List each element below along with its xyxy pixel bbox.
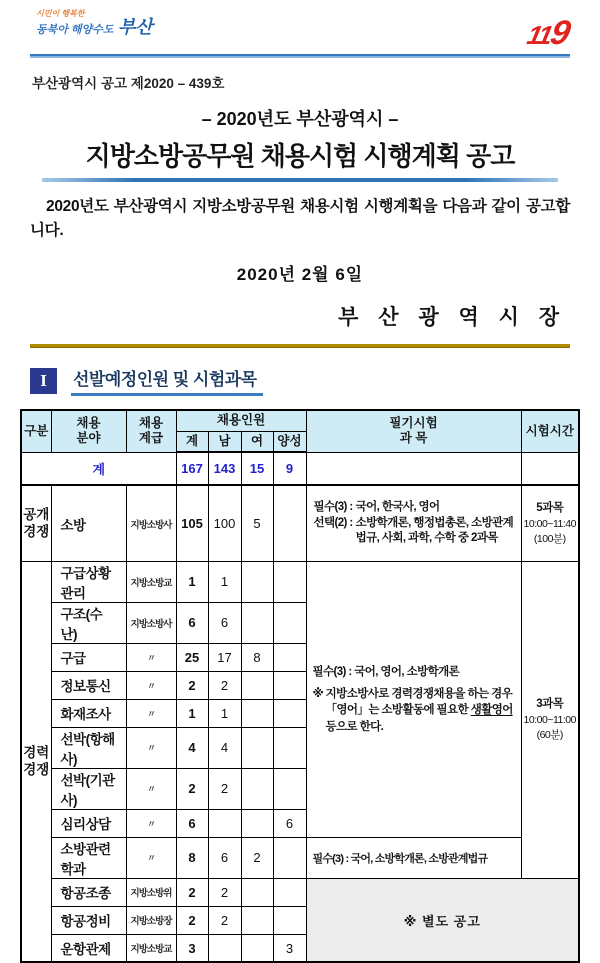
col-header-category: 구분: [21, 410, 51, 452]
rank-cell: 지방소방사: [126, 602, 176, 643]
col-header-total: 계: [176, 431, 208, 452]
required-subjects: 국어, 한국사, 영어: [355, 500, 440, 513]
col-header-dual: 양성: [273, 431, 306, 452]
career-note-pre: ※ 지방소방사로 경력경쟁채용을 하는 경우 「영어」는 소방활동에 필요한: [312, 687, 513, 717]
open-female: 5: [241, 485, 273, 561]
rank-cell: 〃: [126, 671, 176, 699]
female-cell: [241, 671, 273, 699]
career-note-underlined: 생활영어: [470, 704, 513, 717]
total-cell: 3: [176, 934, 208, 962]
field-cell: 구급상황관리: [51, 561, 126, 602]
section-title: 선발예정인원 및 시험과목: [71, 365, 263, 396]
female-cell: [241, 727, 273, 768]
open-required-line: [314, 500, 517, 516]
field-cell: 정보통신: [51, 671, 126, 699]
rank-cell: 지방소방장: [126, 906, 176, 934]
open-exam-time: [521, 485, 579, 561]
female-cell: [241, 809, 273, 837]
busan-wordmark: 부산: [117, 17, 153, 38]
open-time-range: 10:00~11:40: [523, 517, 576, 530]
total-cell: 8: [176, 837, 208, 878]
total-cell: 2: [176, 878, 208, 906]
career-note: [313, 686, 518, 736]
fire-major-subjects: 필수(3) : 국어, 소방학개론, 소방관계법규: [306, 837, 521, 878]
recruitment-table: [20, 409, 580, 963]
open-time-duration: (100분): [533, 532, 566, 545]
total-cell: 2: [176, 906, 208, 934]
category-career-l1: 경력: [23, 744, 50, 760]
total-cell: 1: [176, 561, 208, 602]
total-row: [21, 452, 579, 485]
open-subjects: [306, 485, 521, 561]
field-cell: 선박(기관사): [51, 768, 126, 809]
female-cell: 2: [241, 837, 273, 878]
male-cell: 17: [208, 643, 241, 671]
total-subjects-empty: [306, 452, 521, 485]
signer-mayor: 부 산 광 역 시 장: [338, 306, 566, 330]
open-total: 105: [176, 485, 208, 561]
career-required-line: 필수(3) : 국어, 영어, 소방학개론: [312, 665, 460, 678]
field-header-l2: 분야: [76, 431, 101, 446]
field-cell: 화재조사: [51, 699, 126, 727]
col-header-subjects: [306, 410, 521, 452]
dual-cell: [273, 561, 306, 602]
title-underline: [42, 178, 558, 182]
category-career: [21, 561, 51, 962]
male-cell: [208, 809, 241, 837]
dual-cell: 3: [273, 934, 306, 962]
total-cell: 2: [176, 768, 208, 809]
male-cell: 6: [208, 837, 241, 878]
notice-title: 지방소방공무원 채용시험 시행계획 공고: [85, 141, 515, 171]
male-cell: 2: [208, 906, 241, 934]
female-cell: [241, 934, 273, 962]
total-female: 15: [241, 452, 273, 485]
total-male: 143: [208, 452, 241, 485]
female-cell: [241, 602, 273, 643]
dual-cell: [273, 906, 306, 934]
dual-cell: [273, 602, 306, 643]
rank-cell: 〃: [126, 768, 176, 809]
category-open-l2: 경쟁: [23, 523, 50, 539]
career-time-range: 10:00~11:00: [523, 713, 576, 726]
subjects-header-l1: 필기시험: [389, 415, 438, 430]
total-cell: 2: [176, 671, 208, 699]
total-cell: 1: [176, 699, 208, 727]
busan-slogan-bottom: 동북아 해양수도: [36, 24, 114, 37]
notice-subtitle: – 2020년도 부산광역시 –: [201, 109, 399, 129]
rank-cell: 지방소방교: [126, 934, 176, 962]
male-cell: 4: [208, 727, 241, 768]
career-subjects: [306, 561, 521, 837]
male-cell: [208, 934, 241, 962]
field-cell: 구급: [51, 643, 126, 671]
dual-cell: [273, 643, 306, 671]
dual-cell: [273, 768, 306, 809]
dual-cell: 6: [273, 809, 306, 837]
total-label: 계: [21, 452, 176, 485]
notice-number: 부산광역시 공고 제2020 – 439호: [32, 76, 225, 91]
female-cell: [241, 768, 273, 809]
elective-subjects: 소방학개론, 행정법총론, 소방관계법규, 사회, 과학, 수학 중 2과목: [355, 516, 514, 545]
category-open-l1: 공개: [23, 506, 50, 522]
total-cell: 6: [176, 809, 208, 837]
total-cell: 4: [176, 727, 208, 768]
subjects-header-l2: 과 목: [399, 431, 428, 446]
field-cell: 항공정비: [51, 906, 126, 934]
document-header: [30, 8, 573, 54]
male-cell: 2: [208, 671, 241, 699]
total-dual: 9: [273, 452, 306, 485]
total-all: 167: [176, 452, 208, 485]
notice-body: 2020년도 부산광역시 지방소방공무원 채용시험 시행계획을 다음과 같이 공고합니다.: [30, 198, 570, 240]
section-divider-line: [30, 344, 570, 348]
total-cell: 6: [176, 602, 208, 643]
open-male: 100: [208, 485, 241, 561]
career-exam-time: [521, 561, 579, 878]
col-header-field: [51, 410, 126, 452]
rank-cell: 지방소방위: [126, 878, 176, 906]
male-cell: 1: [208, 561, 241, 602]
required-label: 필수(3) :: [313, 500, 353, 513]
busan-city-logo: [36, 10, 153, 38]
announcement-document: [0, 8, 600, 958]
logo-119-big9: 9: [547, 14, 573, 52]
col-header-male: 남: [208, 431, 241, 452]
col-header-personnel: 채용인원: [176, 410, 306, 431]
field-cell: 구조(수난): [51, 602, 126, 643]
field-cell: 선박(항해사): [51, 727, 126, 768]
header-row-1: [21, 410, 579, 431]
male-cell: 6: [208, 602, 241, 643]
career-row-ems-dispatch: [21, 561, 579, 602]
career-time-duration: (60분): [536, 729, 563, 742]
field-cell: 항공조종: [51, 878, 126, 906]
rank-cell: 〃: [126, 809, 176, 837]
col-header-time: 시험시간: [521, 410, 579, 452]
rank-firefighter: 지방소방사: [126, 485, 176, 561]
male-cell: 1: [208, 699, 241, 727]
section-header: [30, 365, 600, 396]
female-cell: [241, 878, 273, 906]
logo-119-text: 11: [524, 20, 554, 50]
career-row-fire-major: [21, 837, 579, 878]
fire-119-logo: [524, 14, 572, 53]
total-cell: 25: [176, 643, 208, 671]
female-cell: 8: [241, 643, 273, 671]
rank-cell: 지방소방교: [126, 561, 176, 602]
dual-cell: [273, 727, 306, 768]
female-cell: [241, 906, 273, 934]
rank-header-l2: 계급: [138, 431, 164, 446]
open-time-count: 5과목: [536, 501, 564, 514]
dual-cell: [273, 878, 306, 906]
busan-slogan-top: 시민이 행복한: [36, 9, 85, 18]
dual-cell: [273, 671, 306, 699]
dual-cell: [273, 699, 306, 727]
col-header-rank: [126, 410, 176, 452]
notice-date: 2020년 2월 6일: [236, 265, 364, 285]
rank-cell: 〃: [126, 727, 176, 768]
total-time-empty: [521, 452, 579, 485]
male-cell: 2: [208, 878, 241, 906]
male-cell: 2: [208, 768, 241, 809]
career-row-pilot: [21, 878, 579, 906]
open-elective-line: [314, 516, 517, 548]
col-header-female: 여: [241, 431, 273, 452]
field-cell: 심리상담: [51, 809, 126, 837]
career-note-post: 등으로 한다.: [325, 721, 384, 734]
rank-cell: 〃: [126, 699, 176, 727]
field-fire: 소방: [51, 485, 126, 561]
section-roman-numeral: I: [30, 368, 57, 394]
open-competition-row: [21, 485, 579, 561]
field-cell: 운항관제: [51, 934, 126, 962]
dual-cell: [273, 837, 306, 878]
female-cell: [241, 561, 273, 602]
field-cell: 소방관련학과: [51, 837, 126, 878]
category-career-l2: 경쟁: [23, 761, 50, 777]
field-header-l1: 채용: [76, 415, 101, 430]
career-time-count: 3과목: [536, 698, 564, 711]
rank-cell: 〃: [126, 837, 176, 878]
elective-label: 선택(2) :: [313, 516, 353, 529]
rank-header-l1: 채용: [138, 415, 164, 430]
category-open: [21, 485, 51, 561]
rank-cell: 〃: [126, 643, 176, 671]
female-cell: [241, 699, 273, 727]
open-dual: [273, 485, 306, 561]
separate-notice-cell: ※ 별도 공고: [306, 878, 579, 962]
header-divider-line: [30, 54, 570, 58]
